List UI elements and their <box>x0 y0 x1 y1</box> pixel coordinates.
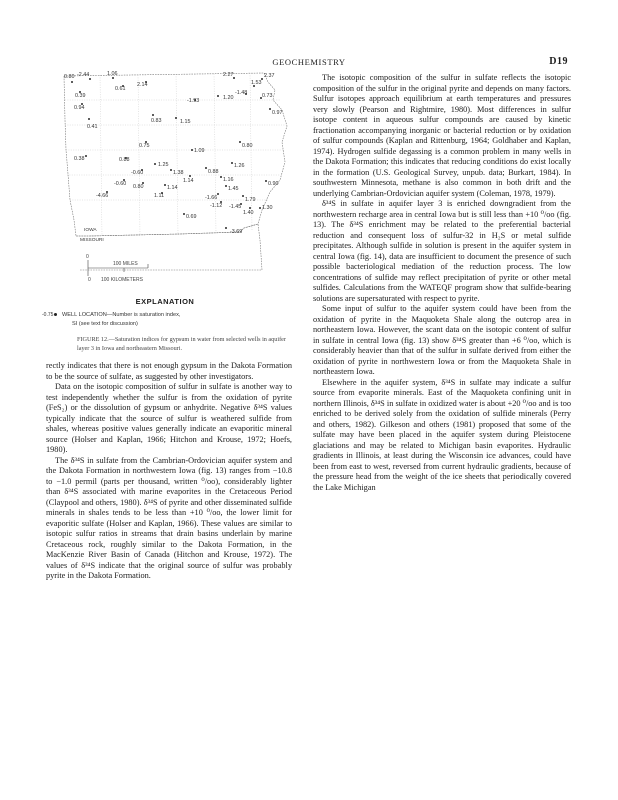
well-label: 0.94 <box>74 105 85 111</box>
well-label: 1.11 <box>154 193 165 199</box>
well-label: 1.53 <box>251 80 262 86</box>
well-label: 1.14 <box>167 185 178 191</box>
well-label: 0.41 <box>87 124 98 130</box>
scale-zero: 0 <box>86 254 89 260</box>
well-label: 1.25 <box>158 162 169 168</box>
well-label: 0.73 <box>262 93 273 99</box>
well-label: 0.75 <box>139 143 150 149</box>
paragraph: Some input of sulfur to the aquifer system could have been from the oxidation of pyrite in the Maquoketa Shale along the outcrop area in northeastern Iowa. However, the scant data on the isotopic content of sulfur in sulfate in central Iowa (fig. 13) show δ³⁴S greater than +6 ⁰/oo, which is considerably heavier than that of the sulfur in sulfate derived from either the oxidation of pyrite in northwestern Iowa or from the Maquoketa Shale in northeastern Iowa. <box>313 304 571 376</box>
well-label: 0.69 <box>186 214 197 220</box>
well-label: 1.45 <box>228 186 239 192</box>
missouri-state-label: MISSOURI <box>80 238 104 243</box>
page-number: D19 <box>549 56 568 67</box>
well-label: 0.39 <box>75 93 86 99</box>
well-label: 0.83 <box>151 118 162 124</box>
figure-12 <box>30 70 300 360</box>
well-label: 1.06 <box>107 71 118 77</box>
paragraph: Elsewhere in the aquifer system, δ³⁴S in sulfate may indicate a sulfur source from evaporite minerals. East of the Maquoketa confining unit in northern Illinois, δ³⁴S in sulfate in oxidized water is about +20 ⁰/oo and is too enriched to be derived solely from the oxidation of sulfide minerals (Perry and others, 1982). Gilkeson and others (1981) proposed that some of the sulfate may have been placed in the aquifer system during Pleistocene glaciations and may be related to Michigan basin evaporites. Hydraulic gradients in Illinois, at least during the Wisconsin ice advances, could have been from east to west, reversed from current hydraulic gradients, because of the pressure head from the weight of the ice sheets that periodically covered the Lake Michigan <box>313 377 571 492</box>
explanation-heading: EXPLANATION <box>135 297 195 306</box>
well-label: 1.16 <box>223 177 234 183</box>
well-label: -1.93 <box>187 98 200 104</box>
well-label: 1.79 <box>245 197 256 203</box>
iowa-state-label: IOWA <box>84 228 97 233</box>
figure-caption: FIGURE 12.—Saturation indices for gypsum in water from selected wells in aquifer layer 3 in Iowa and northeastern Missouri. <box>77 336 286 352</box>
map-outline <box>30 70 300 290</box>
well-label: 0.97 <box>272 110 283 116</box>
well-label: -2.44 <box>77 72 90 78</box>
paragraph: rectly indicates that there is not enough gypsum in the Dakota Formation to be the source of sulfate, as suggested by other investigators. <box>46 361 292 381</box>
scale-kilometers: 100 KILOMETERS <box>101 277 143 283</box>
well-label: -3.69 <box>230 229 243 235</box>
well-label: 0.88 <box>208 169 219 175</box>
well-label: 0.80 <box>64 74 75 80</box>
well-label: 0.88 <box>119 157 130 163</box>
well-label: -1.48 <box>235 90 248 96</box>
well-label: 1.26 <box>234 163 245 169</box>
iowa-boundary <box>64 73 287 236</box>
scale-miles: 100 MILES <box>113 261 138 267</box>
paragraph: Data on the isotopic composition of sulfur in sulfate is another way to test independently whether the sulfur is from the oxidation of pyrite (FeS₂) or the dissolution of gypsum or anhydrite. Negative δ³⁴S values typically indicate that the source of sulfur is weathered sulfide from shales, whereas positive values generally indicate an evaporitic mineral source (Holser and Kaplan, 1966; Hitchon and Krouse, 1972; Hoefs, 1980). <box>46 382 292 454</box>
left-column <box>46 361 292 582</box>
well-label: 1.14 <box>183 178 194 184</box>
well-label: 1.30 <box>262 205 273 211</box>
well-label: 2.27 <box>223 72 234 78</box>
well-label: 1.38 <box>173 170 184 176</box>
well-label: -0.60 <box>131 170 144 176</box>
well-label: -0.60 <box>114 181 127 187</box>
well-label: 0.38 <box>74 156 85 162</box>
running-head <box>0 57 618 71</box>
legend-line-1: WELL LOCATION—Number is saturation index, <box>62 312 181 318</box>
well-label: -1.45 <box>229 204 242 210</box>
legend-text <box>62 311 180 329</box>
well-label: -1.12 <box>210 203 223 209</box>
well-label: 0.80 <box>242 143 253 149</box>
well-label: 0.61 <box>115 86 126 92</box>
legend-line-2: SI (see text for discussion) <box>72 321 138 327</box>
well-label: -4.66 <box>96 193 109 199</box>
well-label: 2.14 <box>137 82 148 88</box>
right-column <box>313 73 571 493</box>
scale-zero-km: 0 <box>88 277 91 283</box>
paragraph: The isotopic composition of the sulfur in sulfate reflects the isotopic composition of the sulfur in the original pyrite and depends on many factors. Sulfur isotopes approach equilibrium at earth temperatures and pressures very slowly (Pearson and Rightmire, 1980). Most differences in sulfur isotope content in aqueous sulfur compounds are caused by kinetic fractionation accompanying inorganic or bacterial reduction or by oxidation of sulfur compounds (Kaplan and Rittenburg, 1964; Goldhaber and Kaplan, 1974). Hydrogen sulfide degassing is a common problem in many wells in the Dakota Formation; this indicates that reducing conditions do exist locally in the formation (U.S. Geological Survey, unpub. data; Burkart, 1984). In southwestern Minnesota, methane is also common in both drift and the underlying Cambrian-Ordovician aquifer system (Coleman, 1978, 1979). <box>313 73 571 198</box>
well-label: -1.66 <box>205 195 218 201</box>
paragraph: δ³⁴S in sulfate in aquifer layer 3 is enriched downgradient from the northwestern recharge area in central Iowa but is still less than +10 ⁰/oo (fig. 13). The δ³⁴S enrichment may be related to the preferential bacterial reduction and consequent loss of sulfur-32 in H₂S or metal sulfide precipitates. Although sulfide in solution is present in the aquifer system in central Iowa (fig. 14), data are insufficient to document the presence of such possible bacteriological mediation of the reduction process. The low concentrations of sulfide may reflect precipitation of pyrite or other metal sulfides. Calculations from the WATEQF program show that sulfide-bearing solutions are supersaturated with respect to pyrite. <box>313 199 571 303</box>
legend-sample-value: -0.75 <box>42 312 54 318</box>
running-head-title: GEOCHEMISTRY <box>272 57 346 67</box>
well-label: 1.40 <box>243 210 254 216</box>
well-label: 1.20 <box>223 95 234 101</box>
well-label: 0.80 <box>133 184 144 190</box>
paragraph: The δ³⁴S in sulfate from the Cambrian-Ordovician aquifer system and the Dakota Formation in northwestern Iowa (fig. 13) ranges from −10.8 to −1.0 permil (parts per thousand, written ⁰/oo), considerably lighter than δ³⁴S associated with marine evaporites in the Cretaceous Period (Claypool and others, 1980). δ³⁴S of pyrite and other disseminated sulfide minerals in shales tends to be less than +10 ⁰/oo, the lower limit for evaporitic sulfate (Holser and Kaplan, 1966). These values are similar to isotopic sulfur ratios in streams that drain basins underlain by marine Cretaceous rock, roughly similar to the Dakota Formation, in the MacKenzie River Basin of Canada (Hitchon and Krouse, 1972). The values of δ³⁴S indicate that the original source of sulfur was probably pyrite in the Dakota Formation. <box>46 455 292 580</box>
well-label: 2.37 <box>264 73 275 79</box>
well-label: 0.90 <box>268 181 279 187</box>
well-label: 1.15 <box>180 119 191 125</box>
well-label: 1.09 <box>194 148 205 154</box>
legend-well-dot <box>54 313 57 316</box>
